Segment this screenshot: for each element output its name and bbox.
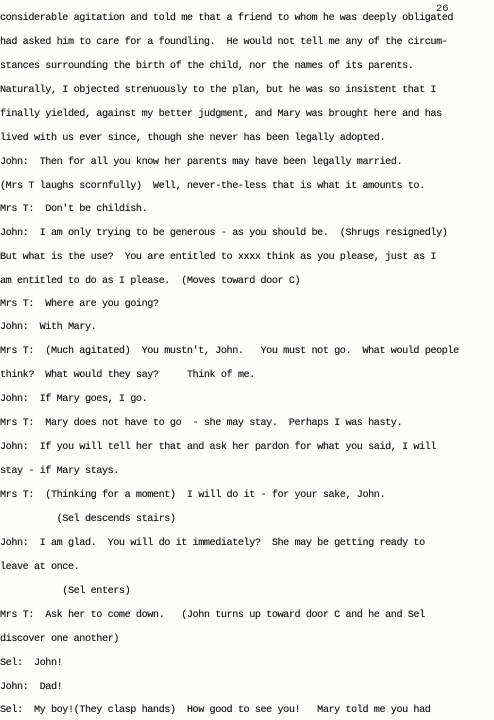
text-line: (Sel enters) xyxy=(0,586,131,597)
text-line: Mrs T: Where are you going? xyxy=(0,299,159,310)
text-line: John: Dad! xyxy=(0,682,63,693)
text-line: Mrs T: Mary does not have to go - she may stay. Perhaps I was hasty. xyxy=(0,418,403,429)
text-line: John: With Mary. xyxy=(0,322,97,333)
page-number: 26 xyxy=(436,3,449,15)
text-line: stay - if Mary stays. xyxy=(0,466,119,477)
text-line: John: If you will tell her that and ask her pardon for what you said, I will xyxy=(0,442,437,453)
text-line: (Sel descends stairs) xyxy=(0,514,176,525)
text-line: leave at once. xyxy=(0,562,80,573)
text-line: discover one another) xyxy=(0,634,119,645)
text-line: Mrs T: Don't be childish. xyxy=(0,204,148,215)
text-line: Sel: My boy!(They clasp hands) How good to see you! Mary told me you had xyxy=(0,705,431,716)
text-line: considerable agitation and told me that a friend to whom he was deeply obligated xyxy=(0,13,454,24)
text-line: Sel: John! xyxy=(0,658,63,669)
text-line: (Mrs T laughs scornfully) Well, never-the-less that is what it amounts to. xyxy=(0,181,425,192)
text-line: stances surrounding the birth of the child, nor the names of its parents. xyxy=(0,61,414,72)
text-line: Naturally, I objected strenuously to the plan, but he was so insistent that I xyxy=(0,85,437,96)
text-line: lived with us ever since, though she never has been legally adopted. xyxy=(0,133,386,144)
text-line: am entitled to do as I please. (Moves toward door C) xyxy=(0,276,301,287)
text-line: John: I am only trying to be generous - as you should be. (Shrugs resignedly) xyxy=(0,228,448,239)
text-line: John: Then for all you know her parents may have been legally married. xyxy=(0,157,403,168)
text-line: think? What would they say? Think of me. xyxy=(0,370,255,381)
text-line: finally yielded, against my better judgment, and Mary was brought here and has xyxy=(0,109,442,120)
text-line: had asked him to care for a foundling. He would not tell me any of the circum- xyxy=(0,37,448,48)
text-line: Mrs T: (Much agitated) You mustn't, John. You must not go. What would people xyxy=(0,346,459,357)
text-line: John: If Mary goes, I go. xyxy=(0,394,148,405)
text-line: Mrs T: (Thinking for a moment) I will do it - for your sake, John. xyxy=(0,490,386,501)
text-line: John: I am glad. You will do it immediately? She may be getting ready to xyxy=(0,538,425,549)
text-line: But what is the use? You are entitled to xxxx think as you please, just as I xyxy=(0,252,437,263)
text-line: Mrs T: Ask her to come down. (John turns up toward door C and he and Sel xyxy=(0,610,425,621)
